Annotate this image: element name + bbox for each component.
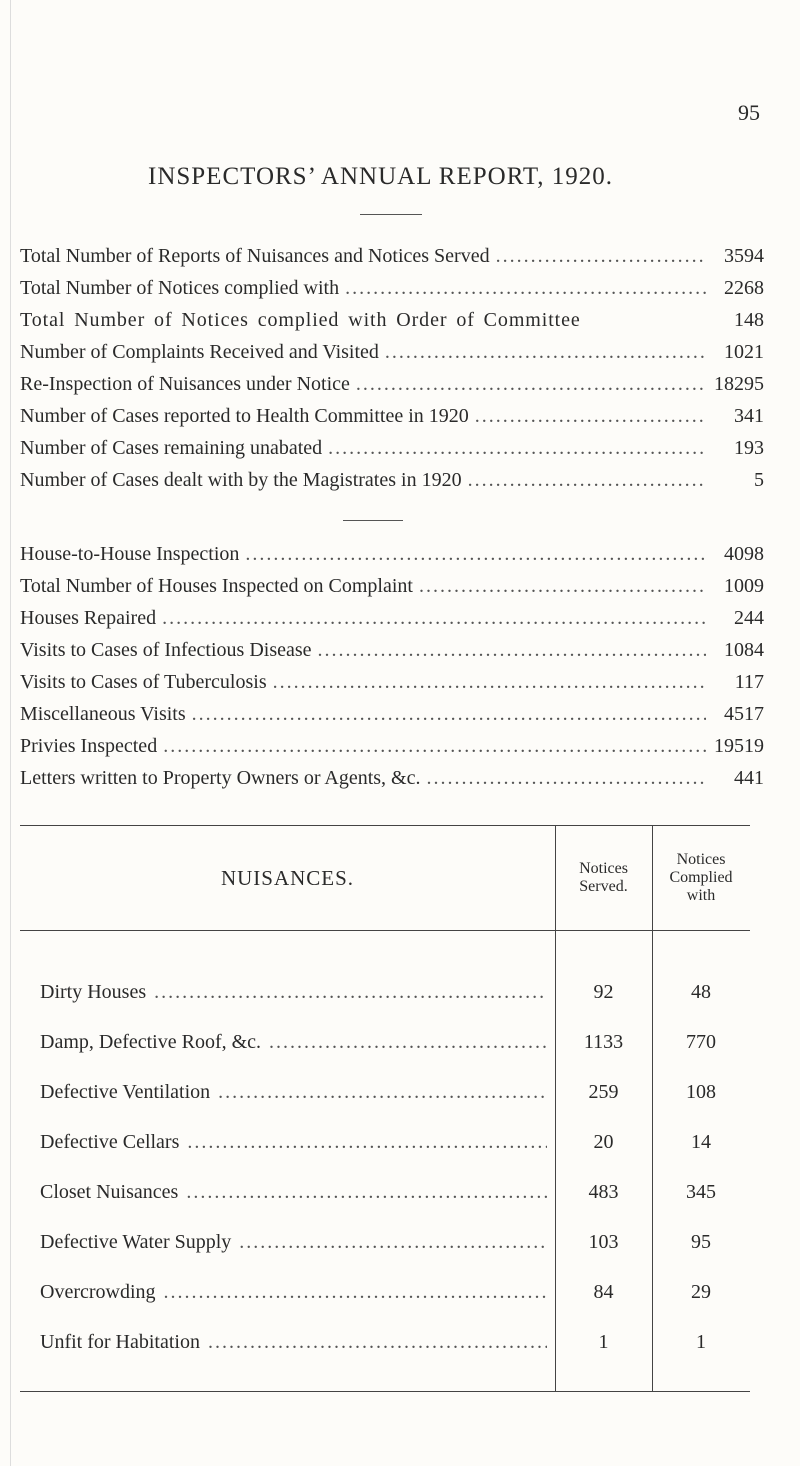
summary-value: 193 xyxy=(734,437,764,459)
row-label: Overcrowding xyxy=(40,1281,156,1303)
table-row xyxy=(20,981,750,1011)
title-rule xyxy=(360,214,422,215)
page-title: INSPECTORS’ ANNUAL REPORT, 1920. xyxy=(148,163,614,190)
row-label: Defective Water Supply xyxy=(40,1231,232,1253)
summary-line xyxy=(20,639,764,667)
table-row xyxy=(20,1181,750,1211)
summary-label: Visits to Cases of Infectious Disease xyxy=(20,639,312,661)
leader-dots xyxy=(419,575,706,598)
summary-value: 244 xyxy=(734,607,764,629)
summary-label: Visits to Cases of Tuberculosis xyxy=(20,671,267,693)
notices-served-value: 84 xyxy=(593,1281,614,1303)
header-text: Served. xyxy=(579,878,628,895)
leader-dots xyxy=(496,245,706,268)
summary-value: 4098 xyxy=(724,543,764,565)
summary-line xyxy=(20,735,764,763)
leader-dots xyxy=(475,405,706,428)
leader-dots xyxy=(162,607,706,630)
row-label: Defective Ventilation xyxy=(40,1081,211,1103)
notices-served-value: 1133 xyxy=(583,1031,624,1053)
notices-complied-value: 108 xyxy=(686,1081,716,1103)
leader-dots xyxy=(192,703,706,726)
notices-complied-value: 14 xyxy=(691,1131,711,1153)
notices-complied-value: 48 xyxy=(691,981,711,1003)
leader-dots xyxy=(468,469,706,492)
notices-served-value: 20 xyxy=(593,1131,614,1153)
summary-value: 18295 xyxy=(714,373,764,395)
table-header-nuisances: NUISANCES. xyxy=(220,865,355,890)
leader-dots xyxy=(245,543,706,566)
table-row xyxy=(20,1131,750,1161)
leader-dots xyxy=(239,1231,547,1254)
nuisances-table xyxy=(20,825,750,1392)
summary-value: 5 xyxy=(754,469,764,491)
summary-label: Privies Inspected xyxy=(20,735,158,757)
summary-label: Number of Cases dealt with by the Magistrates in 1920 xyxy=(20,469,462,491)
summary-line xyxy=(20,671,764,699)
summary-label: Number of Cases reported to Health Committee in 1920 xyxy=(20,405,469,427)
header-text: Complied xyxy=(669,869,733,886)
notices-complied-value: 29 xyxy=(691,1281,711,1303)
header-text: Notices xyxy=(579,860,628,877)
summary-value: 148 xyxy=(734,309,764,331)
leader-dots xyxy=(186,1181,547,1204)
leader-dots xyxy=(356,373,706,396)
table-header-notices-complied xyxy=(652,826,750,930)
leader-dots xyxy=(163,735,706,758)
summary-line xyxy=(20,703,764,731)
leader-dots xyxy=(345,277,706,300)
notices-complied-value: 95 xyxy=(691,1231,711,1253)
leader-dots xyxy=(164,1281,547,1304)
leader-dots xyxy=(385,341,706,364)
header-divider xyxy=(20,930,750,931)
summary-value: 1084 xyxy=(724,639,764,661)
summary-label: Letters written to Property Owners or Agents, &c. xyxy=(20,767,421,789)
summary-value: 4517 xyxy=(724,703,764,725)
section-rule xyxy=(343,520,403,521)
summary-label: Miscellaneous Visits xyxy=(20,703,186,725)
table-header-notices-served xyxy=(555,826,652,930)
summary-label: House-to-House Inspection xyxy=(20,543,240,565)
summary-line xyxy=(20,309,764,337)
table-row xyxy=(20,1231,750,1261)
summary-value: 1009 xyxy=(724,575,764,597)
summary-line xyxy=(20,575,764,603)
notices-complied-value: 345 xyxy=(686,1181,716,1203)
summary-label: Re-Inspection of Nuisances under Notice xyxy=(20,373,350,395)
summary-label: Total Number of Reports of Nuisances and Notices Served xyxy=(20,245,490,267)
summary-line xyxy=(20,469,764,497)
table-row xyxy=(20,1031,750,1061)
summary-line xyxy=(20,437,764,465)
summary-value: 2268 xyxy=(724,277,764,299)
table-row xyxy=(20,1281,750,1311)
table-row xyxy=(20,1081,750,1111)
page-number: 95 xyxy=(738,100,760,125)
notices-served-value: 103 xyxy=(588,1231,619,1253)
leader-dots xyxy=(328,437,706,460)
table-row xyxy=(20,1331,750,1361)
page-margin-shadow xyxy=(10,0,11,1466)
summary-line xyxy=(20,373,764,401)
notices-served-value: 1 xyxy=(598,1331,609,1353)
notices-served-value: 92 xyxy=(593,981,614,1003)
leader-dots xyxy=(187,1131,547,1154)
summary-label: Houses Repaired xyxy=(20,607,157,629)
leader-dots xyxy=(426,767,706,790)
summary-value: 117 xyxy=(734,671,764,693)
summary-label: Number of Complaints Received and Visited xyxy=(20,341,379,363)
row-label: Closet Nuisances xyxy=(40,1181,179,1203)
summary-value: 3594 xyxy=(724,245,764,267)
notices-complied-value: 770 xyxy=(686,1031,716,1053)
summary-value: 341 xyxy=(734,405,764,427)
summary-line xyxy=(20,277,764,305)
leader-dots xyxy=(208,1331,547,1354)
summary-value: 1021 xyxy=(724,341,764,363)
summary-label: Total Number of Notices complied with Order of Committee xyxy=(20,309,581,331)
summary-line xyxy=(20,245,764,273)
leader-dots xyxy=(318,639,706,662)
summary-line xyxy=(20,767,764,795)
row-label: Unfit for Habitation xyxy=(40,1331,200,1353)
header-text: with xyxy=(686,887,716,904)
summary-value: 441 xyxy=(734,767,764,789)
leader-dots xyxy=(273,671,706,694)
summary-label: Total Number of Houses Inspected on Complaint xyxy=(20,575,413,597)
leader-dots xyxy=(269,1031,547,1054)
summary-value: 19519 xyxy=(714,735,764,757)
summary-line xyxy=(20,405,764,433)
notices-served-value: 259 xyxy=(588,1081,619,1103)
summary-line xyxy=(20,341,764,369)
notices-complied-value: 1 xyxy=(696,1331,706,1353)
notices-served-value: 483 xyxy=(588,1181,619,1203)
header-text: Notices xyxy=(676,851,726,868)
summary-label: Total Number of Notices complied with xyxy=(20,277,340,299)
summary-line xyxy=(20,543,764,571)
leader-dots xyxy=(154,981,547,1004)
leader-dots xyxy=(218,1081,547,1104)
row-label: Defective Cellars xyxy=(40,1131,180,1153)
row-label: Dirty Houses xyxy=(40,981,147,1003)
summary-label: Number of Cases remaining unabated xyxy=(20,437,323,459)
summary-line xyxy=(20,607,764,635)
row-label: Damp, Defective Roof, &c. xyxy=(40,1031,262,1053)
